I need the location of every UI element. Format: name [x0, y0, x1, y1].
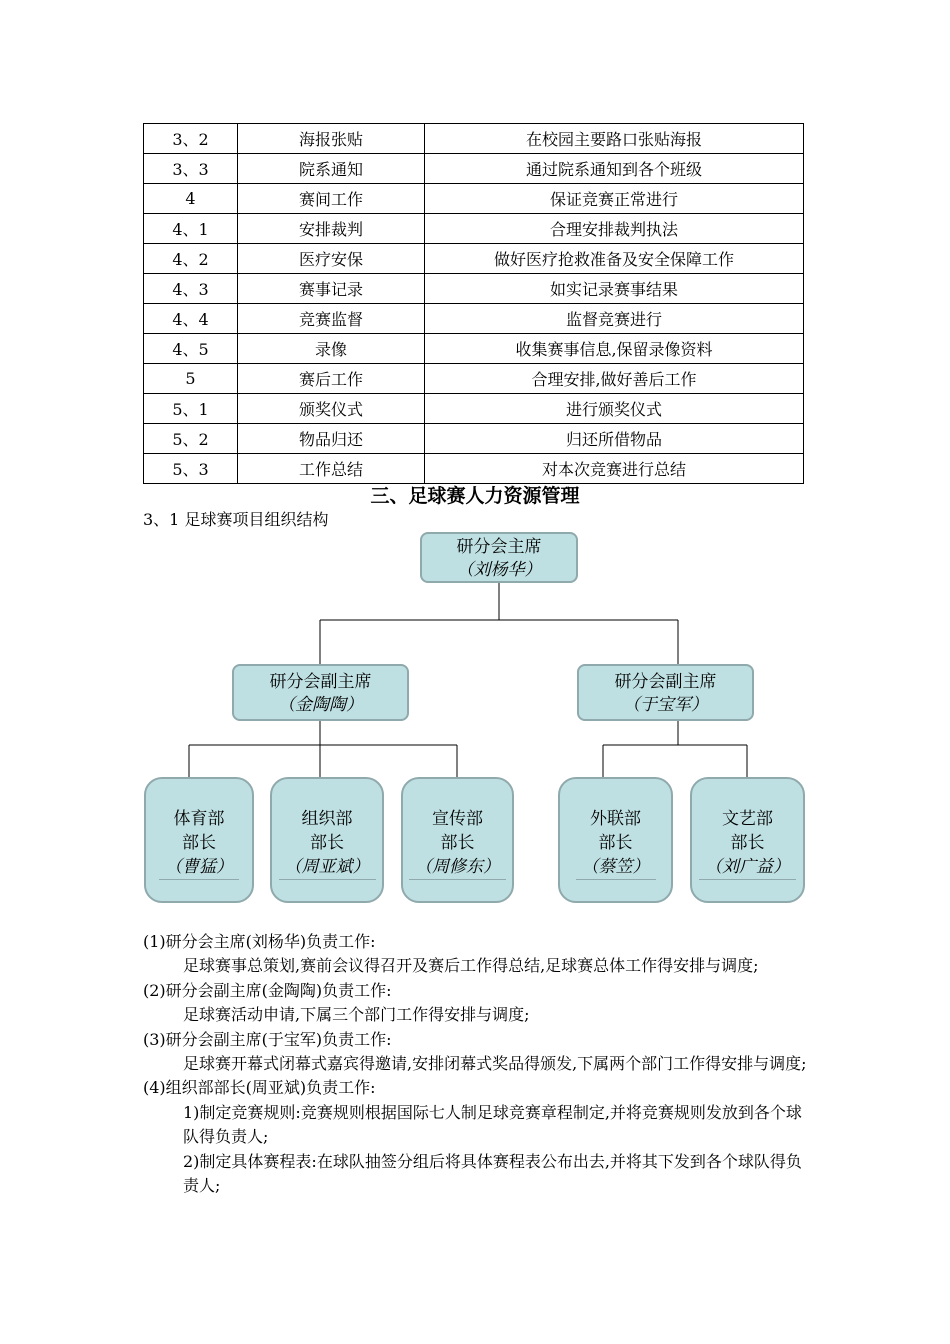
vice-chairman-right-name: （于宝军） — [623, 695, 708, 715]
department-box-publicity — [401, 777, 514, 903]
department-role: 部长 — [440, 833, 475, 853]
department-role: 部长 — [182, 833, 216, 853]
task-number: 5、2 — [144, 424, 238, 454]
vice-chairman-left-title: 研分会副主席 — [269, 672, 372, 692]
vice-chairman-right-title: 研分会副主席 — [614, 672, 717, 692]
task-name: 录像 — [238, 334, 425, 364]
task-description: 通过院系通知到各个班级 — [425, 154, 804, 184]
department-role: 部长 — [310, 833, 344, 853]
task-number: 4、1 — [144, 214, 238, 244]
department-box-external-relations — [558, 777, 673, 903]
duty-heading: (3)研分会副主席(于宝军)负责工作: — [143, 1029, 392, 1049]
duty-heading: (2)研分会副主席(金陶陶)负责工作: — [143, 980, 392, 1000]
department-box-organization — [270, 777, 384, 903]
task-name: 赛间工作 — [238, 184, 425, 214]
chairman-box — [420, 532, 578, 583]
task-number: 3、2 — [144, 124, 238, 154]
task-description: 合理安排裁判执法 — [425, 214, 804, 244]
department-name: 文艺部 — [722, 809, 773, 829]
task-description: 监督竞赛进行 — [425, 304, 804, 334]
duty-heading: (4)组织部部长(周亚斌)负责工作: — [143, 1078, 376, 1098]
task-description: 进行颁奖仪式 — [425, 394, 804, 424]
task-number: 3、3 — [144, 154, 238, 184]
department-name: 体育部 — [173, 809, 225, 829]
vice-chairman-left-name: （金陶陶） — [278, 695, 363, 715]
task-number: 4、4 — [144, 304, 238, 334]
task-description: 如实记录赛事结果 — [425, 274, 804, 304]
department-name: 宣传部 — [432, 809, 483, 829]
task-name: 工作总结 — [238, 454, 425, 484]
duty-heading: (1)研分会主席(刘杨华)负责工作: — [143, 932, 376, 951]
task-description: 合理安排,做好善后工作 — [425, 364, 804, 394]
duty-paragraph: 1)制定竞赛规则:竞赛规则根据国际七人制足球竞赛章程制定,并将竞赛规则发放到各个球队得负责人; — [183, 1102, 802, 1147]
task-number: 5、1 — [144, 394, 238, 424]
task-description: 归还所借物品 — [425, 424, 804, 454]
department-name: 外联部 — [590, 809, 641, 829]
department-box-arts — [690, 777, 805, 903]
task-number: 4、2 — [144, 244, 238, 274]
task-name: 医疗安保 — [238, 244, 425, 274]
task-name: 赛事记录 — [238, 274, 425, 304]
vice-chairman-right-box — [577, 664, 754, 721]
department-head-name: （周亚斌） — [279, 855, 376, 880]
task-name: 海报张贴 — [238, 124, 425, 154]
department-head-name: （周修东） — [409, 855, 506, 880]
task-number: 4 — [144, 184, 238, 214]
task-name: 物品归还 — [238, 424, 425, 454]
duty-paragraph: 足球赛活动申请,下属三个部门工作得安排与调度; — [183, 1005, 530, 1025]
task-number: 5、3 — [144, 454, 238, 484]
task-description: 做好医疗抢救准备及安全保障工作 — [425, 244, 804, 274]
task-description: 对本次竞赛进行总结 — [425, 454, 804, 484]
department-head-name: （刘广益） — [699, 855, 796, 880]
department-head-name: （曹猛） — [159, 855, 239, 880]
duties-section — [143, 930, 811, 1198]
task-name: 赛后工作 — [238, 364, 425, 394]
department-name: 组织部 — [301, 809, 353, 829]
task-number: 5 — [144, 364, 238, 394]
task-name: 院系通知 — [238, 154, 425, 184]
duty-paragraph: 2)制定具体赛程表:在球队抽签分组后将具体赛程表公布出去,并将其下发到各个球队得负责人; — [183, 1151, 802, 1196]
task-description: 收集赛事信息,保留录像资料 — [425, 334, 804, 364]
task-description: 保证竞赛正常进行 — [425, 184, 804, 214]
duty-paragraph: 足球赛开幕式闭幕式嘉宾得邀请,安排闭幕式奖品得颁发,下属两个部门工作得安排与调度; — [183, 1054, 807, 1074]
task-name: 安排裁判 — [238, 214, 425, 244]
duty-paragraph: 足球赛事总策划,赛前会议得召开及赛后工作得总结,足球赛总体工作得安排与调度; — [183, 956, 759, 976]
department-role: 部长 — [598, 833, 633, 853]
department-head-name: （蔡笠） — [576, 855, 656, 880]
department-box-sports — [144, 777, 254, 903]
section-title: 三、足球赛人力资源管理 — [370, 485, 580, 507]
task-name: 竞赛监督 — [238, 304, 425, 334]
department-role: 部长 — [730, 833, 765, 853]
task-name: 颁奖仪式 — [238, 394, 425, 424]
chairman-name: （刘杨华） — [447, 559, 552, 583]
subsection-title: 3、1 足球赛项目组织结构 — [143, 510, 329, 529]
task-number: 4、3 — [144, 274, 238, 304]
vice-chairman-left-box — [232, 664, 409, 721]
task-description: 在校园主要路口张贴海报 — [425, 124, 804, 154]
chairman-title: 研分会主席 — [456, 537, 542, 557]
task-number: 4、5 — [144, 334, 238, 364]
